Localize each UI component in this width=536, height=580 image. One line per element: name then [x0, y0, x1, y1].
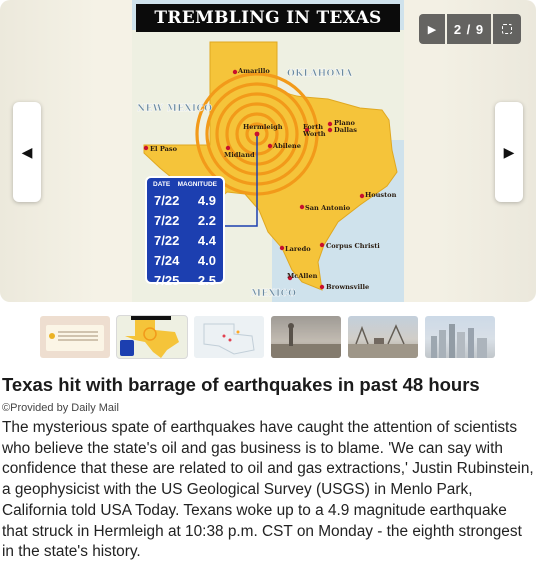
quake-magnitude: 4.4: [197, 233, 216, 248]
quake-date: 7/22: [154, 233, 180, 248]
thumbnail-image: [46, 325, 104, 351]
city-label-brownsville: Brownsville: [326, 283, 370, 291]
fullscreen-button[interactable]: [493, 14, 521, 44]
fullscreen-icon: [502, 24, 512, 34]
play-button[interactable]: [419, 14, 445, 44]
magnitude-table: [145, 176, 225, 288]
region-label-mexico: MEXICO: [251, 289, 297, 299]
gallery-controls: [419, 14, 521, 44]
table-row: [151, 271, 219, 291]
quake-date: 7/22: [154, 193, 180, 208]
thumbnail[interactable]: [348, 316, 418, 358]
quake-date: 7/22: [154, 213, 180, 228]
table-row: [151, 191, 219, 211]
article-headline[interactable]: Texas hit with barrage of earthquakes in past 48 hours: [2, 374, 480, 395]
texas-earthquake-map[interactable]: [132, 0, 404, 302]
city-label-hermleigh: Hermleigh: [243, 123, 283, 131]
thumbnail[interactable]: [271, 316, 341, 358]
article-body: The mysterious spate of earthquakes have caught the attention of scientists who believe the state's oil and gas business is to blame. 'We can say with confidence that these are related to oil and gas extractions,' Justin Rubinstein, a geophysicist with the US Geological Survey (USGS) in Menlo Park, California told USA Today. Texans woke up to a 4.9 magnitude earthquake that struck in Hermleigh at 10:38 p.m. CST on Monday - the eighth strongest in the state's history.: [2, 419, 534, 561]
arrow-right-icon: ▶: [503, 143, 515, 160]
city-label-midland: Midland: [224, 151, 255, 159]
city-label-abilene: Abilene: [273, 142, 301, 150]
previous-slide-button[interactable]: [13, 102, 41, 202]
thumbnail-image: [194, 316, 264, 358]
magnitude-table-header: [151, 180, 219, 191]
arrow-left-icon: ◀: [21, 143, 33, 160]
city-label-fort-worth: Forth Worth: [303, 123, 326, 138]
city-label-houston: Houston: [365, 191, 397, 199]
city-label-dallas: Dallas: [334, 126, 357, 134]
quake-date: 7/24: [154, 253, 180, 268]
table-row: [151, 231, 219, 251]
date-column-header: DATE: [153, 181, 171, 188]
table-row: [151, 211, 219, 231]
city-label-amarillo: Amarillo: [238, 67, 270, 75]
article-credit: ©Provided by Daily Mail: [2, 402, 119, 414]
thumbnail-active[interactable]: [117, 316, 187, 358]
thumbnail[interactable]: [40, 316, 110, 358]
table-row: [151, 251, 219, 271]
city-label-plano: Plano: [334, 119, 355, 127]
region-label-oklahoma: OKLAHOMA: [287, 69, 353, 79]
thumbnail-image: [117, 316, 187, 358]
city-label-el-paso: El Paso: [150, 145, 177, 153]
map-title: TREMBLING IN TEXAS: [136, 4, 400, 32]
city-label-corpus-christi: Corpus Christi: [326, 242, 380, 250]
city-label-mcallen: McAllen: [287, 272, 318, 280]
thumbnail-strip: [40, 316, 495, 360]
magnitude-column-header: MAGNITUDE: [177, 181, 217, 188]
thumbnail-image: [271, 316, 341, 358]
quake-magnitude: 2.5: [197, 273, 216, 288]
play-icon: ▶: [427, 23, 437, 36]
quake-magnitude: 2.2: [197, 213, 216, 228]
city-label-laredo: Laredo: [285, 245, 311, 253]
city-label-san-antonio: San Antonio: [305, 204, 351, 212]
slide-counter: 2 / 9: [447, 14, 491, 44]
region-label-new-mexico: NEW MEXICO: [137, 104, 213, 114]
quake-magnitude: 4.0: [197, 253, 216, 268]
quake-magnitude: 4.9: [197, 193, 216, 208]
next-slide-button[interactable]: [495, 102, 523, 202]
quake-date: 7/25: [154, 273, 180, 288]
thumbnail-image: [348, 316, 418, 358]
thumbnail[interactable]: [425, 316, 495, 358]
thumbnail-image: [425, 316, 495, 358]
thumbnail[interactable]: [194, 316, 264, 358]
